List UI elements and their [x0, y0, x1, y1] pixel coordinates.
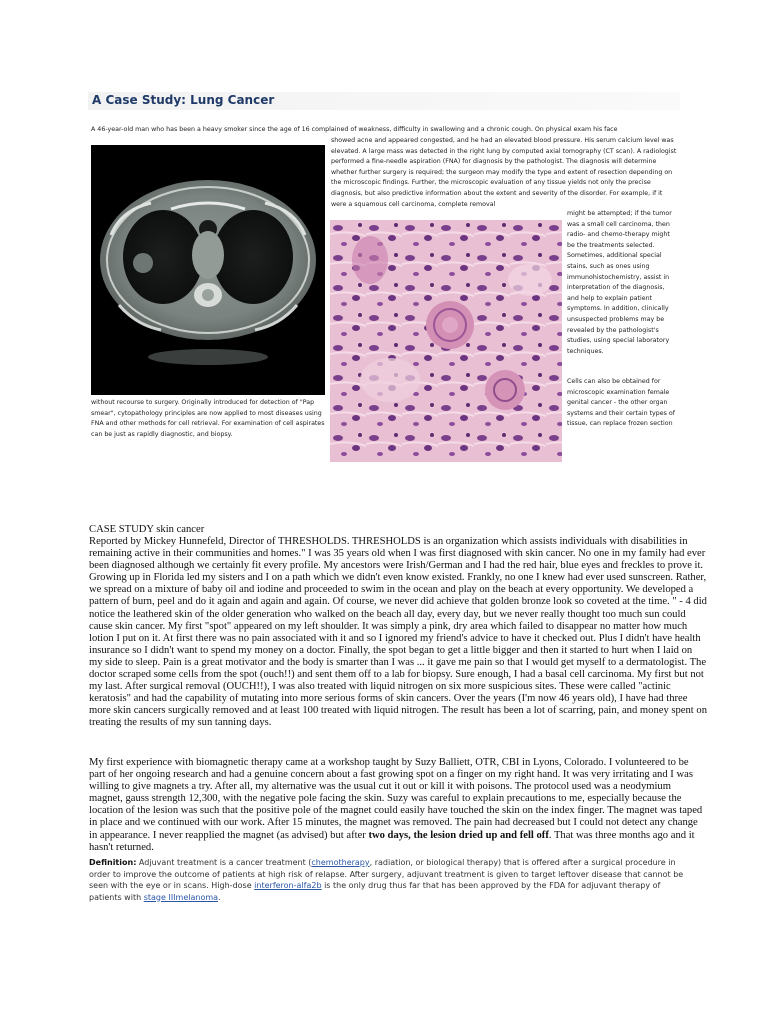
definition-block: [89, 857, 689, 903]
definition-label: Definition:: [89, 858, 137, 867]
definition-text: Adjuvant treatment is a cancer treatment (: [136, 858, 312, 867]
ct-scan-image: [91, 145, 325, 395]
stage-melanoma-link[interactable]: stage IIImelanoma: [143, 892, 219, 902]
paragraph-2-bold: two days, the lesion dried up and fell off: [368, 829, 549, 841]
page-title: A Case Study: Lung Cancer: [92, 93, 275, 107]
lung-narrow-column-1: might be attempted; if the tumor was a small cell carcinoma, then radio- and chemo-therapy might be the treatments selected. Sometimes, additional special stains, such as ones using immunohistochemistry, assist in interpretation of the diagnosis, and help to explain patient symptoms. In addition, clinically unsuspected problems may be revealed by the pathologist's studies, using special laboratory techniques.: [567, 210, 672, 355]
definition-text: .: [218, 892, 221, 902]
chemotherapy-link[interactable]: chemotherapy: [311, 858, 370, 867]
interferon-link[interactable]: interferon-alfa2b: [254, 881, 322, 890]
lung-left-bottom: without recourse to surgery. Originally introduced for detection of "Pap smear", cytopathology principles are now applied to most diseases using FNA and other methods for cell retrieval. For examination of cell aspirates can be just as rapidly diagnostic, and biopsy.: [91, 399, 325, 438]
paragraph-2-end: . That was three months ago and it hasn't returned.: [89, 829, 695, 853]
paragraph-2-text: My first experience with biomagnetic therapy came at a workshop taught by Suzy Balliett, OTR, CBI in Lyons, Colorado. I volunteered to be part of her ongoing research and had a genuine concern about a fast growing spot on a finger on my right hand. It was very irritating and I was willing to give magnets a try. After all, my alternative was the usual cut it out or kill it with poisons. The protocol used was a neodymium magnet, gauss strength 12,300, with the negative pole facing the skin. Suzy was careful to explain precautions to me, especially because the location of the lesion was such that the positive pole of the magnet could easily have touched the skin on the index finger. The magnet was taped in place and we continued with our work. After 15 minutes, the magnet was removed. The pain had decreased but I could not detect any change in appearance. I never reapplied the magnet (as advised) but after: [89, 757, 703, 841]
lung-intro-line: A 46-year-old man who has been a heavy smoker since the age of 16 complained of weakness, difficulty in swallowing and a chronic cough. On physical exam his face: [91, 126, 618, 133]
lung-right-column: showed acne and appeared congested, and he had an elevated blood pressure. His serum calcium level was elevated. A large mass was detected in the right lung by computed axial tomography (CT scan). A radiologist performed a fine-needle aspiration (FNA) for diagnosis by the pathologist. The diagnosis will determine whether further surgery is required; the surgeon may modify the type and extent of resection depending on the microscopic findings. Further, the microscopic evaluation of any tissue yields not only the precise diagnosis, but also predictive information about the extent and severity of the disorder. For example, if it were a squamous cell carcinoma, complete removal: [331, 137, 677, 208]
skin-heading: CASE STUDY skin cancer: [89, 524, 205, 535]
skin-paragraph-2: [89, 757, 707, 854]
definition-text: , radiation, or biological therapy) that is offered after a surgical procedure in order to improve the outcome of patients at high risk of relapse. After surgery, adjuvant treatment is given to target leftover disease that cannot be seen with the eye or in scans. High-dose: [89, 858, 684, 890]
histology-image: [330, 220, 562, 462]
definition-text: is the only drug thus far that has been approved by the FDA for adjuvant therapy of patients with: [89, 881, 661, 902]
skin-paragraph-1: Reported by Mickey Hunnefeld, Director of THRESHOLDS. THRESHOLDS is an organization which assists individuals with disabilities in remaining active in their communities and homes." I was 35 years old when I was first diagnosed with skin cancer. No one in my family had ever been diagnosed although we certainly fit every profile. My ancestors were Irish/German and I had the red hair, blue eyes and freckles to prove it. Growing up in Florida led my sisters and I on a path which we didn't even know existed. Frankly, no one I knew had ever used sunscreen. Rather, we spread on a mixture of baby oil and iodine and proceeded to swim in the ocean and play on the beach at every opportunity. We developed a pattern of burn, peel and do it again and again and again. Of course, we never did achieve that golden bronze look so coveted at the time. " - 4 did notice the leathered skin of the older generation who walked on the beach all day, every day, but we never really thought too much sun could cause skin cancer. My first "spot" appeared on my left shoulder. It was simply a pink, dry area which failed to disappear no matter how much lotion I put on it. At first there was no pain associated with it and so I ignored my friend's advice to have it checked out. Plus I didn't have health insurance so I didn't want to spend my money on a doctor. Finally, the spot began to get a little bigger and then it started to hurt when I laid on my side to sleep. Pain is a great motivator and the body is smarter than I was ... it gave me pain so that I would get myself to a dermatologist. The doctor scraped some cells from the spot (ouch!!) and sent them off to a lab for biopsy. Sure enough, I had a basal cell carcinoma. My first but not my last. After surgical removal (OUCH!!), I was also treated with liquid nitrogen on six more suspicious sites. These were called "actinic keratosis" and had the capability of mutating into more serious forms of skin cancers. Over the years (I'm now 46 years old), I have had three more skin cancers surgically removed and at least 100 treated with liquid nitrogen. The result has been a lot of scarring, pain, and money spent on treating the results of my sun tanning days.: [89, 536, 707, 729]
lung-narrow-column-2: Cells can also be obtained for microscopic examination female genital cancer - the other organ systems and their certain types of tissue, can replace frozen section: [567, 378, 675, 428]
